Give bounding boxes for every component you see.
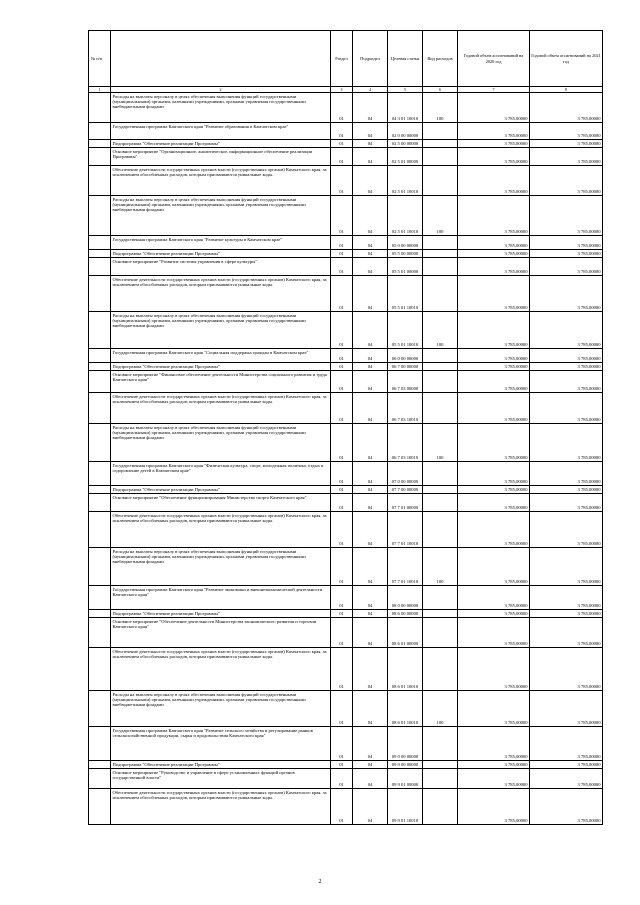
table-row <box>89 140 603 148</box>
row-subsection: 04 <box>353 258 388 276</box>
row-amount-2021: 3 785,00000 <box>530 610 603 618</box>
row-target-article: 05 5 00 00000 <box>388 250 423 258</box>
row-subsection: 04 <box>353 148 388 166</box>
row-number <box>89 349 111 363</box>
row-amount-2020: 3 785,00000 <box>458 462 530 486</box>
row-number <box>89 494 111 512</box>
header-number: № п/п <box>89 31 111 87</box>
row-target-article: 06 0 00 00000 <box>388 349 423 363</box>
table-row <box>89 123 603 140</box>
row-expense-type <box>423 462 458 486</box>
row-number <box>89 691 111 727</box>
row-amount-2020: 3 785,00000 <box>458 250 530 258</box>
row-section: 01 <box>331 123 353 140</box>
row-number <box>89 123 111 140</box>
row-amount-2021: 3 785,00000 <box>530 276 603 312</box>
row-subsection: 04 <box>353 462 388 486</box>
row-amount-2021: 3 785,00000 <box>530 789 603 825</box>
row-name: Государственная программа Камчатского края "Развитие культуры в Камчатском крае" <box>111 236 331 250</box>
row-number <box>89 586 111 610</box>
table-row <box>89 648 603 691</box>
row-section: 01 <box>331 393 353 424</box>
row-section: 01 <box>331 512 353 548</box>
row-section: 01 <box>331 236 353 250</box>
row-target-article: 08 0 00 00000 <box>388 586 423 610</box>
row-amount-2020: 3 785,00000 <box>458 494 530 512</box>
row-section: 01 <box>331 761 353 769</box>
table-row <box>89 258 603 276</box>
table-row <box>89 148 603 166</box>
table-row <box>89 371 603 393</box>
row-expense-type <box>423 648 458 691</box>
row-subsection: 04 <box>353 196 388 236</box>
row-section: 01 <box>331 196 353 236</box>
row-amount-2021: 3 785,00000 <box>530 312 603 349</box>
table-row <box>89 424 603 462</box>
row-name: Государственная программа Камчатского края "Социальная поддержка граждан в Камчатском крае" <box>111 349 331 363</box>
row-amount-2020: 3 785,00000 <box>458 393 530 424</box>
row-amount-2020: 3 785,00000 <box>458 349 530 363</box>
table-row <box>89 512 603 548</box>
table-row <box>89 166 603 196</box>
table-row <box>89 586 603 610</box>
row-target-article: 09 0 00 00000 <box>388 727 423 761</box>
column-number: 2 <box>111 87 331 93</box>
row-name: Основное мероприятие "Обеспечение функционирования Министерства спорта Камчатского края" <box>111 494 331 512</box>
row-number <box>89 258 111 276</box>
header-subsection: Подраздел <box>353 31 388 87</box>
row-amount-2020: 3 785,00000 <box>458 312 530 349</box>
row-subsection: 04 <box>353 276 388 312</box>
row-section: 01 <box>331 312 353 349</box>
row-expense-type: 100 <box>423 93 458 123</box>
row-number <box>89 166 111 196</box>
table-body <box>89 93 603 825</box>
row-name: Обеспечение деятельности государственных органов власти (государственных органов) Камчатского края, за исключением обособленных расходов, которым присваиваются уникальные коды. <box>111 276 331 312</box>
row-number <box>89 148 111 166</box>
row-amount-2020: 3 785,00000 <box>458 148 530 166</box>
row-number <box>89 424 111 462</box>
row-amount-2021: 3 785,00000 <box>530 196 603 236</box>
row-subsection: 04 <box>353 761 388 769</box>
row-expense-type <box>423 236 458 250</box>
row-subsection: 04 <box>353 512 388 548</box>
row-amount-2021: 3 785,00000 <box>530 691 603 727</box>
row-amount-2020: 3 785,00000 <box>458 166 530 196</box>
row-subsection: 04 <box>353 494 388 512</box>
column-number: 5 <box>388 87 423 93</box>
row-expense-type <box>423 393 458 424</box>
row-target-article: 05 5 01 10010 <box>388 276 423 312</box>
row-subsection: 04 <box>353 691 388 727</box>
row-target-article: 07 7 00 00000 <box>388 486 423 494</box>
row-expense-type: 100 <box>423 424 458 462</box>
row-number <box>89 512 111 548</box>
row-name: Подпрограмма "Обеспечение реализации Программы" <box>111 140 331 148</box>
row-expense-type <box>423 586 458 610</box>
row-section: 01 <box>331 486 353 494</box>
row-target-article: 05 0 00 00000 <box>388 236 423 250</box>
row-target-article: 05 5 01 10010 <box>388 312 423 349</box>
row-amount-2021: 3 785,00000 <box>530 371 603 393</box>
row-subsection: 04 <box>353 93 388 123</box>
row-name: Расходы на выплаты персоналу в целях обеспечения выполнения функций государственными (муниципальными) органами, казенными учреждениями, органами управления государственными внебюджетными фондами <box>111 691 331 727</box>
row-subsection: 04 <box>353 789 388 825</box>
table-row <box>89 462 603 486</box>
table-row <box>89 276 603 312</box>
row-number <box>89 140 111 148</box>
row-name: Обеспечение деятельности государственных органов власти (государственных органов) Камчатского края, за исключением обособленных расходов, которым присваиваются уникальные коды. <box>111 166 331 196</box>
row-amount-2020: 3 785,00000 <box>458 236 530 250</box>
row-expense-type <box>423 140 458 148</box>
row-subsection: 04 <box>353 648 388 691</box>
row-target-article: 06 7 03 10010 <box>388 424 423 462</box>
row-target-article: 09 9 01 10010 <box>388 789 423 825</box>
row-subsection: 04 <box>353 548 388 586</box>
row-amount-2020: 3 785,00000 <box>458 648 530 691</box>
row-section: 01 <box>331 462 353 486</box>
row-number <box>89 462 111 486</box>
row-amount-2021: 3 785,00000 <box>530 349 603 363</box>
row-amount-2021: 3 785,00000 <box>530 123 603 140</box>
column-number: 6 <box>423 87 458 93</box>
table-row <box>89 196 603 236</box>
row-target-article: 06 7 03 10010 <box>388 393 423 424</box>
row-target-article: 06 7 03 00000 <box>388 371 423 393</box>
row-target-article: 05 5 01 00000 <box>388 258 423 276</box>
row-target-article: 07 7 01 00000 <box>388 494 423 512</box>
row-amount-2020: 3 785,00000 <box>458 276 530 312</box>
row-amount-2021: 3 785,00000 <box>530 618 603 648</box>
row-section: 01 <box>331 258 353 276</box>
row-name: Государственная программа Камчатского края "Развитие образования в Камчатском крае" <box>111 123 331 140</box>
row-number <box>89 250 111 258</box>
row-expense-type <box>423 349 458 363</box>
row-number <box>89 196 111 236</box>
row-expense-type: 100 <box>423 691 458 727</box>
row-subsection: 04 <box>353 250 388 258</box>
table-row <box>89 236 603 250</box>
row-amount-2021: 3 785,00000 <box>530 462 603 486</box>
table-row <box>89 691 603 727</box>
row-amount-2020: 3 785,00000 <box>458 140 530 148</box>
row-amount-2021: 3 785,00000 <box>530 548 603 586</box>
row-target-article: 08 6 01 10010 <box>388 648 423 691</box>
table-row <box>89 548 603 586</box>
row-subsection: 04 <box>353 123 388 140</box>
row-name: Обеспечение деятельности государственных органов власти (государственных органов) Камчатского края, за исключением обособленных расходов, которым присваиваются уникальные коды. <box>111 393 331 424</box>
row-amount-2020: 3 785,00000 <box>458 761 530 769</box>
row-amount-2020: 3 785,00000 <box>458 769 530 789</box>
row-number <box>89 363 111 371</box>
row-amount-2020: 3 785,00000 <box>458 789 530 825</box>
row-section: 01 <box>331 424 353 462</box>
row-amount-2021: 3 785,00000 <box>530 424 603 462</box>
table-row <box>89 486 603 494</box>
row-target-article: 02 5 00 00000 <box>388 140 423 148</box>
row-target-article: 02 5 01 10010 <box>388 166 423 196</box>
row-amount-2020: 3 785,00000 <box>458 586 530 610</box>
row-number <box>89 312 111 349</box>
row-target-article: 07 0 00 00000 <box>388 462 423 486</box>
table-row <box>89 618 603 648</box>
row-expense-type <box>423 727 458 761</box>
row-amount-2021: 3 785,00000 <box>530 494 603 512</box>
row-amount-2021: 3 785,00000 <box>530 769 603 789</box>
row-subsection: 04 <box>353 618 388 648</box>
table-row <box>89 363 603 371</box>
row-section: 01 <box>331 618 353 648</box>
row-section: 01 <box>331 349 353 363</box>
row-amount-2020: 3 785,00000 <box>458 512 530 548</box>
row-expense-type <box>423 761 458 769</box>
row-number <box>89 486 111 494</box>
row-number <box>89 618 111 648</box>
row-name: Государственная программа Камчатского края "Развитие сельского хозяйства и регулирование рынков сельскохозяйственной продукции, сырья и продовольствия Камчатского края" <box>111 727 331 761</box>
row-amount-2020: 3 785,00000 <box>458 486 530 494</box>
row-name: Основное мероприятие "Организационное, аналитическое, информационное обеспечение реализации Программы" <box>111 148 331 166</box>
table-row <box>89 393 603 424</box>
row-number <box>89 610 111 618</box>
row-subsection: 04 <box>353 363 388 371</box>
row-section: 01 <box>331 586 353 610</box>
row-subsection: 04 <box>353 140 388 148</box>
row-target-article: 08 6 00 00000 <box>388 610 423 618</box>
row-number <box>89 236 111 250</box>
row-section: 01 <box>331 148 353 166</box>
row-section: 01 <box>331 769 353 789</box>
row-section: 01 <box>331 371 353 393</box>
row-name: Основное мероприятие "Обеспечение деятельности Министерства экономического развития и торговли Камчатского края" <box>111 618 331 648</box>
row-target-article: 04 3 01 10010 <box>388 93 423 123</box>
row-section: 01 <box>331 494 353 512</box>
row-name: Обеспечение деятельности государственных органов власти (государственных органов) Камчатского края, за исключением обособленных расходов, которым присваиваются уникальные коды. <box>111 512 331 548</box>
row-name: Подпрограмма "Обеспечение реализации Программы" <box>111 486 331 494</box>
row-target-article: 02 5 01 00000 <box>388 148 423 166</box>
row-amount-2021: 3 785,00000 <box>530 140 603 148</box>
row-section: 01 <box>331 548 353 586</box>
row-amount-2020: 3 785,00000 <box>458 93 530 123</box>
row-target-article: 06 7 00 00000 <box>388 363 423 371</box>
row-target-article: 02 0 00 00000 <box>388 123 423 140</box>
row-name: Подпрограмма "Обеспечение реализации Программы" <box>111 363 331 371</box>
row-name: Расходы на выплаты персоналу в целях обеспечения выполнения функций государственными (муниципальными) органами, казенными учреждениями, органами управления государственными внебюджетными фондами <box>111 548 331 586</box>
row-name: Подпрограмма "Обеспечение реализации Программы" <box>111 610 331 618</box>
row-number <box>89 789 111 825</box>
row-expense-type <box>423 148 458 166</box>
budget-table <box>88 30 603 825</box>
table-row <box>89 349 603 363</box>
row-amount-2020: 3 785,00000 <box>458 691 530 727</box>
row-number <box>89 393 111 424</box>
header-target-article: Целевая статья <box>388 31 423 87</box>
row-expense-type <box>423 769 458 789</box>
row-expense-type <box>423 363 458 371</box>
row-number <box>89 727 111 761</box>
table-header-row <box>89 31 603 87</box>
row-number <box>89 371 111 393</box>
row-expense-type <box>423 276 458 312</box>
row-target-article: 08 6 01 10010 <box>388 691 423 727</box>
row-amount-2021: 3 785,00000 <box>530 166 603 196</box>
column-number: 4 <box>353 87 388 93</box>
row-number <box>89 548 111 586</box>
row-amount-2021: 3 785,00000 <box>530 727 603 761</box>
row-name: Основное мероприятие "Финансовое обеспечение деятельности Министерства социального развития и труда Камчатского края" <box>111 371 331 393</box>
row-name: Обеспечение деятельности государственных органов власти (государственных органов) Камчатского края, за исключением обособленных расходов, которым присваиваются уникальные коды. <box>111 648 331 691</box>
row-name: Государственная программа Камчатского края "Физическая культура, спорт, молодежная политика, отдых и оздоровление детей в Камчатском крае" <box>111 462 331 486</box>
row-target-article: 02 5 01 10010 <box>388 196 423 236</box>
header-section: Раздел <box>331 31 353 87</box>
column-number: 7 <box>458 87 530 93</box>
row-section: 01 <box>331 789 353 825</box>
row-section: 01 <box>331 691 353 727</box>
table-row <box>89 312 603 349</box>
row-section: 01 <box>331 140 353 148</box>
table-row <box>89 727 603 761</box>
table-row <box>89 250 603 258</box>
table-row <box>89 93 603 123</box>
row-amount-2020: 3 785,00000 <box>458 363 530 371</box>
row-number <box>89 276 111 312</box>
row-subsection: 04 <box>353 236 388 250</box>
row-target-article: 09 9 01 00000 <box>388 769 423 789</box>
row-section: 01 <box>331 93 353 123</box>
row-subsection: 04 <box>353 424 388 462</box>
row-amount-2020: 3 785,00000 <box>458 618 530 648</box>
row-name: Основное мероприятие "Руководство и управление в сфере установленных функций органов государственной власти" <box>111 769 331 789</box>
row-amount-2020: 3 785,00000 <box>458 727 530 761</box>
row-name: Расходы на выплаты персоналу в целях обеспечения выполнения функций государственными (муниципальными) органами, казенными учреждениями, органами управления государственными внебюджетными фондами <box>111 312 331 349</box>
row-amount-2021: 3 785,00000 <box>530 761 603 769</box>
row-expense-type: 100 <box>423 196 458 236</box>
row-subsection: 04 <box>353 769 388 789</box>
row-expense-type: 100 <box>423 548 458 586</box>
row-section: 01 <box>331 276 353 312</box>
row-amount-2021: 3 785,00000 <box>530 512 603 548</box>
row-amount-2020: 3 785,00000 <box>458 371 530 393</box>
page-number: 2 <box>318 879 322 885</box>
row-amount-2021: 3 785,00000 <box>530 258 603 276</box>
header-name <box>111 31 331 87</box>
row-expense-type <box>423 123 458 140</box>
row-section: 01 <box>331 610 353 618</box>
column-number: 3 <box>331 87 353 93</box>
table-row <box>89 761 603 769</box>
row-name: Подпрограмма "Обеспечение реализации Программы" <box>111 250 331 258</box>
row-name: Государственная программа Камчатского края "Развитие экономики и внешнеэкономической деятельности Камчатского края" <box>111 586 331 610</box>
row-amount-2020: 3 785,00000 <box>458 610 530 618</box>
row-name: Основное мероприятие "Развитие системы управления в сфере культуры" <box>111 258 331 276</box>
table-row <box>89 610 603 618</box>
row-amount-2020: 3 785,00000 <box>458 548 530 586</box>
header-amount-2020: Годовой объем ассигнований на 2020 год <box>458 31 530 87</box>
row-number <box>89 769 111 789</box>
table-row <box>89 769 603 789</box>
row-number <box>89 648 111 691</box>
row-name: Обеспечение деятельности государственных органов власти (государственных органов) Камчатского края, за исключением обособленных расходов, которым присваиваются уникальные коды. <box>111 789 331 825</box>
table-row <box>89 789 603 825</box>
row-expense-type <box>423 371 458 393</box>
row-section: 01 <box>331 166 353 196</box>
row-amount-2021: 3 785,00000 <box>530 250 603 258</box>
header-expense-type: Вид расходов <box>423 31 458 87</box>
row-amount-2021: 3 785,00000 <box>530 363 603 371</box>
row-amount-2021: 3 785,00000 <box>530 586 603 610</box>
row-expense-type <box>423 486 458 494</box>
row-expense-type <box>423 789 458 825</box>
row-name: Подпрограмма "Обеспечение реализации Программы" <box>111 761 331 769</box>
row-section: 01 <box>331 250 353 258</box>
row-amount-2021: 3 785,00000 <box>530 393 603 424</box>
row-amount-2021: 3 785,00000 <box>530 93 603 123</box>
row-expense-type <box>423 258 458 276</box>
table-row <box>89 494 603 512</box>
row-subsection: 04 <box>353 393 388 424</box>
row-section: 01 <box>331 648 353 691</box>
row-subsection: 04 <box>353 610 388 618</box>
row-amount-2021: 3 785,00000 <box>530 148 603 166</box>
row-amount-2021: 3 785,00000 <box>530 648 603 691</box>
column-number: 1 <box>89 87 111 93</box>
column-number: 8 <box>530 87 603 93</box>
row-expense-type: 100 <box>423 312 458 349</box>
row-expense-type <box>423 250 458 258</box>
row-expense-type <box>423 512 458 548</box>
row-amount-2021: 3 785,00000 <box>530 486 603 494</box>
row-name: Расходы на выплаты персоналу в целях обеспечения выполнения функций государственными (муниципальными) органами, казенными учреждениями, органами управления государственными внебюджетными фондами <box>111 93 331 123</box>
row-expense-type <box>423 610 458 618</box>
row-name: Расходы на выплаты персоналу в целях обеспечения выполнения функций государственными (муниципальными) органами, казенными учреждениями, органами управления государственными внебюджетными фондами <box>111 196 331 236</box>
row-amount-2021: 3 785,00000 <box>530 236 603 250</box>
row-target-article: 07 7 01 10010 <box>388 512 423 548</box>
row-name: Расходы на выплаты персоналу в целях обеспечения выполнения функций государственными (муниципальными) органами, казенными учреждениями, органами управления государственными внебюджетными фондами <box>111 424 331 462</box>
row-subsection: 04 <box>353 727 388 761</box>
row-amount-2020: 3 785,00000 <box>458 123 530 140</box>
row-section: 01 <box>331 363 353 371</box>
row-number <box>89 761 111 769</box>
row-expense-type <box>423 618 458 648</box>
row-subsection: 04 <box>353 486 388 494</box>
row-number <box>89 93 111 123</box>
row-subsection: 04 <box>353 166 388 196</box>
header-amount-2021: Годовой объем ассигнований на 2021 год <box>530 31 603 87</box>
row-target-article: 07 7 01 10010 <box>388 548 423 586</box>
row-subsection: 04 <box>353 371 388 393</box>
row-subsection: 04 <box>353 312 388 349</box>
row-section: 01 <box>331 727 353 761</box>
row-amount-2020: 3 785,00000 <box>458 424 530 462</box>
row-subsection: 04 <box>353 349 388 363</box>
row-target-article: 08 6 01 00000 <box>388 618 423 648</box>
row-subsection: 04 <box>353 586 388 610</box>
row-amount-2020: 3 785,00000 <box>458 258 530 276</box>
row-amount-2020: 3 785,00000 <box>458 196 530 236</box>
row-expense-type <box>423 494 458 512</box>
row-expense-type <box>423 166 458 196</box>
row-target-article: 09 9 00 00000 <box>388 761 423 769</box>
